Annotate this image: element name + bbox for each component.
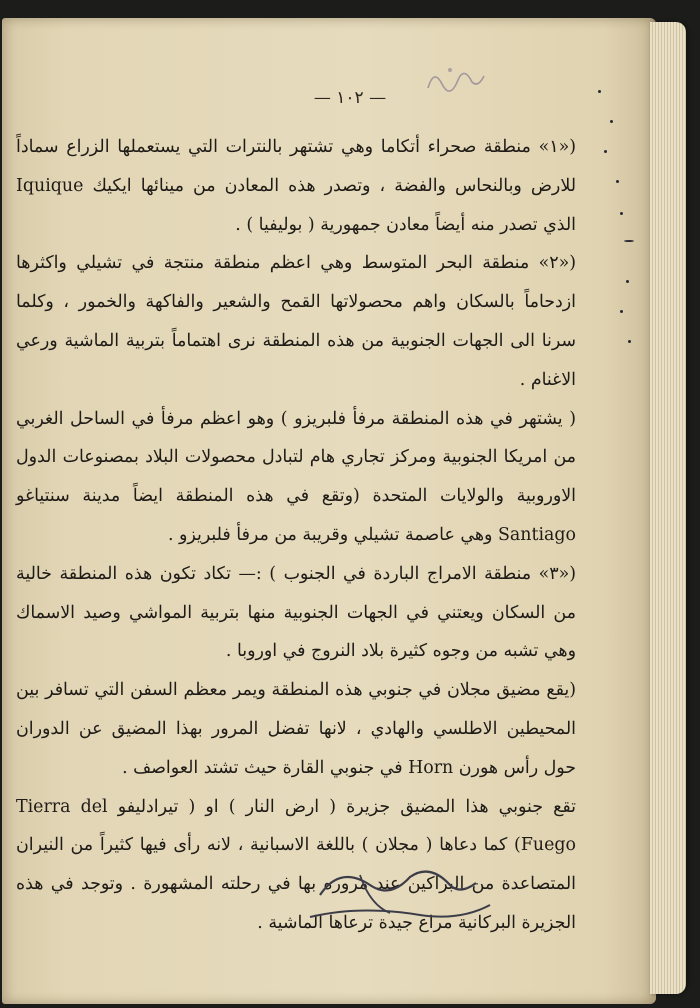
body-text: [16, 128, 576, 943]
paragraph-mediterranean: («٢» منطقة البحر المتوسط وهي اعظم منطقة منتجة في تشيلي واكثرها ازدحاماً بالسكان واهم محصولاتها القمح والشعير والفاكهة والخمور ، وكلما سرنا الى الجهات الجنوبية من هذه المنطقة نرى اهتماماً بتربية الماشية ورعي الاغنام .: [16, 253, 576, 390]
margin-ink-dots: [590, 80, 640, 380]
paragraph-atacama: («١» منطقة صحراء أتكاما وهي تشتهر بالنترات التي يستعملها الزراع سماداً للارض وبالنحاس والفضة ، وتصدر هذه المعادن من مينائها ايكيك Iquique الذي تصدر منه أيضاً معادن جمهورية ( بوليفيا ) .: [16, 137, 576, 235]
paragraph-south-cold: («٣» منطقة الامراج الباردة في الجنوب ) :— تكاد تكون هذه المنطقة خالية من السكان ويعتني في الجهات الجنوبية منها بتربية المواشي وصيد الاسماك وهي تشبه من وجوه كثيرة بلاد النروج في اوروبا .: [16, 563, 576, 662]
paragraph-magellan: (يقع مضيق مجلان في جنوبي هذه المنطقة ويمر معظم السفن التي تسافر بين المحيطين الاطلسي والهادي ، لانها تفضل المرور بهذا المضيق عن الدوران حول رأس هورن Horn في جنوبي القارة حيث تشتد العواصف .: [16, 680, 576, 778]
page-number: — ١٠٢ —: [313, 88, 387, 108]
handwritten-signature: [300, 855, 500, 935]
page-edges: [650, 22, 686, 994]
paragraph-valparaiso: ( يشتهر في هذه المنطقة مرفأ فلبريزو ) وهو اعظم مرفأ في الساحل الغربي من امريكا الجنوبية ومركز تجاري هام لتبادل محصولات البلاد بمصنوعات الدول الاوروبية والولايات المتحدة (وتقع في هذه المنطقة ايضاً مدينة سنتياغو Santiago وهي عاصمة تشيلي وقريبة من مرفأ فلبريزو .: [16, 408, 576, 545]
paragraph-tierra-del-fuego: تقع جنوبي هذا المضيق جزيرة ( ارض النار ) او ( تيرادليفو Tierra del Fuego) كما دعاها ( مجلان ) باللغة الاسبانية ، لانه رأى فيها كثيراً من النيران المتصاعدة من البراكين عند مروره بها في رحلته المشهورة . وتوجد في هذه الجزيرة البركانية مراع جيدة ترعاها الماشية .: [16, 796, 576, 933]
